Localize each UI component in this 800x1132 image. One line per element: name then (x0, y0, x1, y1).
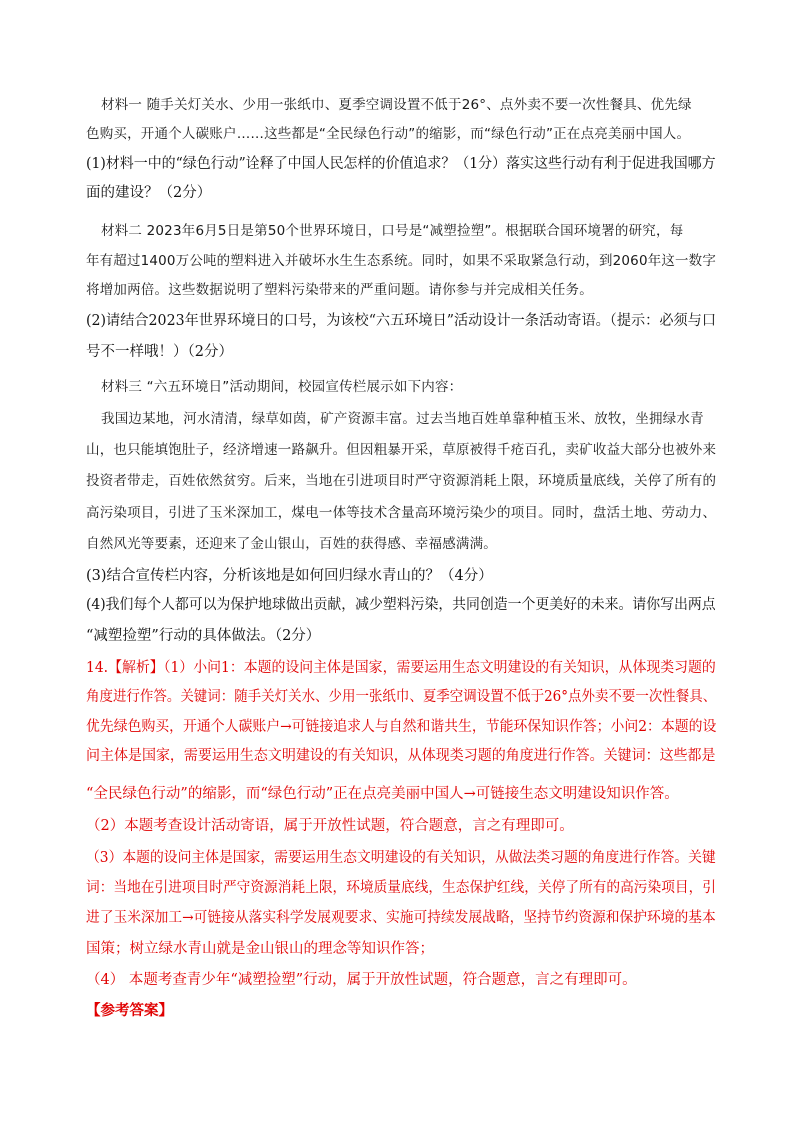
material-2-line-2: 年有超过1400万公吨的塑料进入并破坏水生生态系统。同时，如果不采取紧急行动，到2060年这一数字 (86, 253, 716, 269)
question-4-line-1: (4)我们每个人都可以为保护地球做出贡献，减少塑料污染，共同创造一个更美好的未来。请你写出两点 (86, 597, 716, 613)
analysis-line-6: （2）本题考查设计活动寄语，属于开放性试题，符合题意，言之有理即可。 (86, 818, 574, 834)
analysis-line-2: 角度进行作答。关键词：随手关灯关水、少用一张纸巾、夏季空调设置不低于26°点外卖不要一次性餐具、 (86, 689, 717, 705)
analysis-line-4: 问主体是国家，需要运用生态文明建设的有关知识，从体现类习题的角度进行作答。关键词：这些都是 (86, 748, 716, 764)
question-2-line-2: 号不一样哦！）（2分） (86, 344, 233, 360)
question-3: (3)结合宣传栏内容，分析该地是如何回归绿水青山的？（4分） (86, 568, 493, 584)
question-1-line-2: 面的建设？（2分） (86, 185, 212, 201)
reference-answer-heading: 【参考答案】 (86, 1002, 173, 1019)
question-4-line-2: “减塑捡塑”行动的具体做法。（2分） (86, 628, 321, 644)
material-2-line-1: 材料二 2023年6月5日是第50个世界环境日，口号是“减塑捡塑”。根据联合国环境署的研究，每 (101, 223, 684, 239)
analysis-line-1: 14.【解析】（1）小问1：本题的设问主体是国家，需要运用生态文明建设的有关知识，从体现类习题的 (86, 660, 716, 676)
material-3-intro: 材料三 “六五环境日”活动期间，校园宣传栏展示如下内容： (101, 379, 463, 395)
question-1-line-1: (1)材料一中的“绿色行动”诠释了中国人民怎样的价值追求？（1分）落实这些行动有利于促进我国哪方 (86, 156, 716, 172)
material-1-line-1: 材料一 随手关灯关水、少用一张纸巾、夏季空调设置不低于26°、点外卖不要一次性餐具、优先绿 (101, 97, 692, 113)
material-1-line-2: 色购买，开通个人碳账户……这些都是“全民绿色行动”的缩影，而“绿色行动”正在点亮美丽中国人。 (86, 126, 691, 142)
analysis-line-5: “全民绿色行动”的缩影，而“绿色行动”正在点亮美丽中国人→可链接生态文明建设知识作答。 (86, 786, 679, 802)
analysis-line-11: （4） 本题考查青少年“减塑捡塑”行动，属于开放性试题，符合题意，言之有理即可。 (86, 972, 637, 988)
material-3-line-1: 我国边某地，河水清清，绿草如茵，矿产资源丰富。过去当地百姓单靠种植玉米、放牧，坐拥绿水青 (101, 411, 704, 427)
material-3-line-4: 高污染项目，引进了玉米深加工，煤电一体等技术含量高环境污染少的项目。同时，盘活土地、劳动力、 (86, 505, 717, 521)
analysis-line-10: 国策；树立绿水青山就是金山银山的理念等知识作答； (86, 941, 434, 957)
material-3-line-2: 山，也只能填饱肚子，经济增速一路飙升。但因粗暴开采，草原被得千疮百孔，卖矿收益大部分也被外来 (86, 442, 717, 458)
analysis-line-9: 进了玉米深加工→可链接从落实科学发展观要求、实施可持续发展战略，坚持节约资源和保护环境的基本 (86, 910, 716, 926)
material-3-line-5: 自然风光等要素，还迎来了金山银山，百姓的获得感、幸福感满满。 (86, 536, 497, 552)
analysis-line-8: 词：当地在引进项目时严守资源消耗上限，环境质量底线，生态保护红线，关停了所有的高污染项目，引 (86, 880, 716, 896)
material-3-line-3: 投资者带走，百姓依然贫穷。后来，当地在引进项目时严守资源消耗上限，环境质量底线，关停了所有的 (86, 473, 717, 489)
analysis-line-7: （3）本题的设问主体是国家，需要运用生态文明建设的有关知识，从做法类习题的角度进行作答。关键 (86, 850, 716, 866)
material-2-line-3: 将增加两倍。这些数据说明了塑料污染带来的严重问题。请你参与并完成相关任务。 (86, 282, 593, 298)
analysis-line-3: 优先绿色购买，开通个人碳账户→可链接追求人与自然和谐共生，节能环保知识作答；小问2：本题的设 (86, 719, 717, 735)
question-2-line-1: (2)请结合2023年世界环境日的口号，为该校“六五环境日”活动设计一条活动寄语。（提示：必须与口 (86, 313, 716, 329)
